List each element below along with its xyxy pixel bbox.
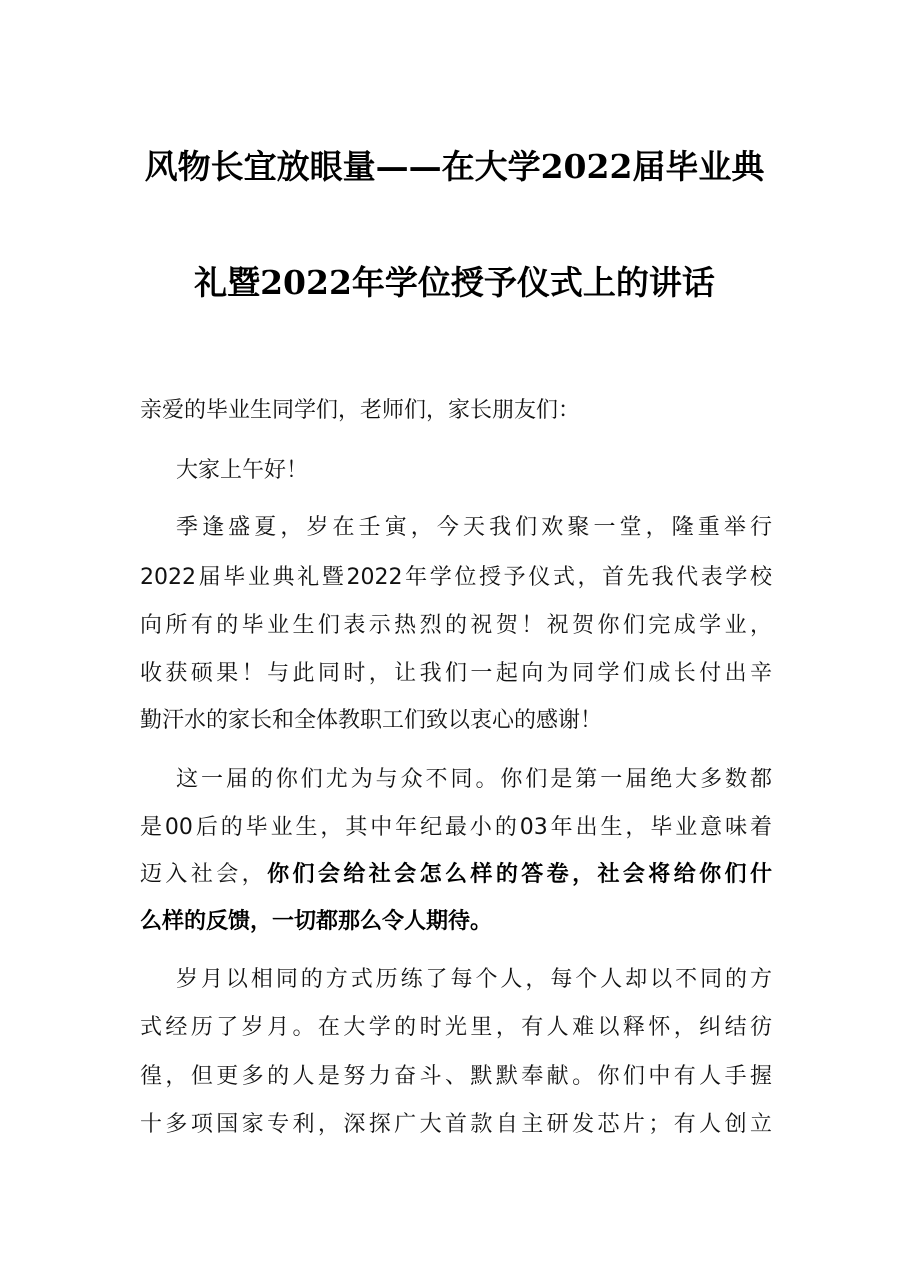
- paragraph-3-line-3: 徨，但更多的人是努力奋斗、默默奉献。你们中有人手握: [140, 1064, 772, 1089]
- paragraph-2-line-2: 是00后的毕业生，其中年纪最小的03年出生，毕业意味着: [140, 815, 772, 840]
- paragraph-1-line-4: 收获硕果！与此同时，让我们一起向为同学们成长付出辛: [140, 661, 772, 686]
- paragraph-2-line-4-emphasis: 么样的反馈，一切都那么令人期待。: [140, 909, 493, 934]
- salutation: 大家上午好！: [176, 458, 309, 483]
- paragraph-1-line-2: 2022届毕业典礼暨2022年学位授予仪式，首先我代表学校: [140, 565, 772, 590]
- paragraph-3-line-2: 式经历了岁月。在大学的时光里，有人难以释怀，纠结彷: [140, 1015, 772, 1040]
- paragraph-2-line-3: [140, 860, 772, 890]
- title-line-1: 风物长宜放眼量——在大学2022届毕业典: [144, 147, 765, 186]
- greeting: 亲爱的毕业生同学们，老师们，家长朋友们：: [140, 398, 581, 423]
- paragraph-2-line-1: 这一届的你们尤为与众不同。你们是第一届绝大多数都: [176, 767, 772, 792]
- paragraph-1-line-3: 向所有的毕业生们表示热烈的祝贺！祝贺你们完成学业，: [140, 613, 772, 638]
- paragraph-2-line-3-normal: 迈入社会，: [140, 862, 268, 887]
- paragraph-3-line-4: 十多项国家专利，深探广大首款自主研发芯片；有人创立: [140, 1112, 772, 1137]
- paragraph-1-line-1: 季逢盛夏，岁在壬寅，今天我们欢聚一堂，隆重举行: [176, 515, 772, 540]
- paragraph-2-line-3-emphasis: 你们会给社会怎么样的答卷，社会将给你们什: [267, 862, 772, 887]
- paragraph-1-line-5: 勤汗水的家长和全体教职工们致以衷心的感谢！: [140, 708, 603, 733]
- title-line-2: 礼暨2022年学位授予仪式上的讲话: [194, 263, 715, 302]
- paragraph-3-line-1: 岁月以相同的方式历练了每个人，每个人却以不同的方: [176, 967, 772, 992]
